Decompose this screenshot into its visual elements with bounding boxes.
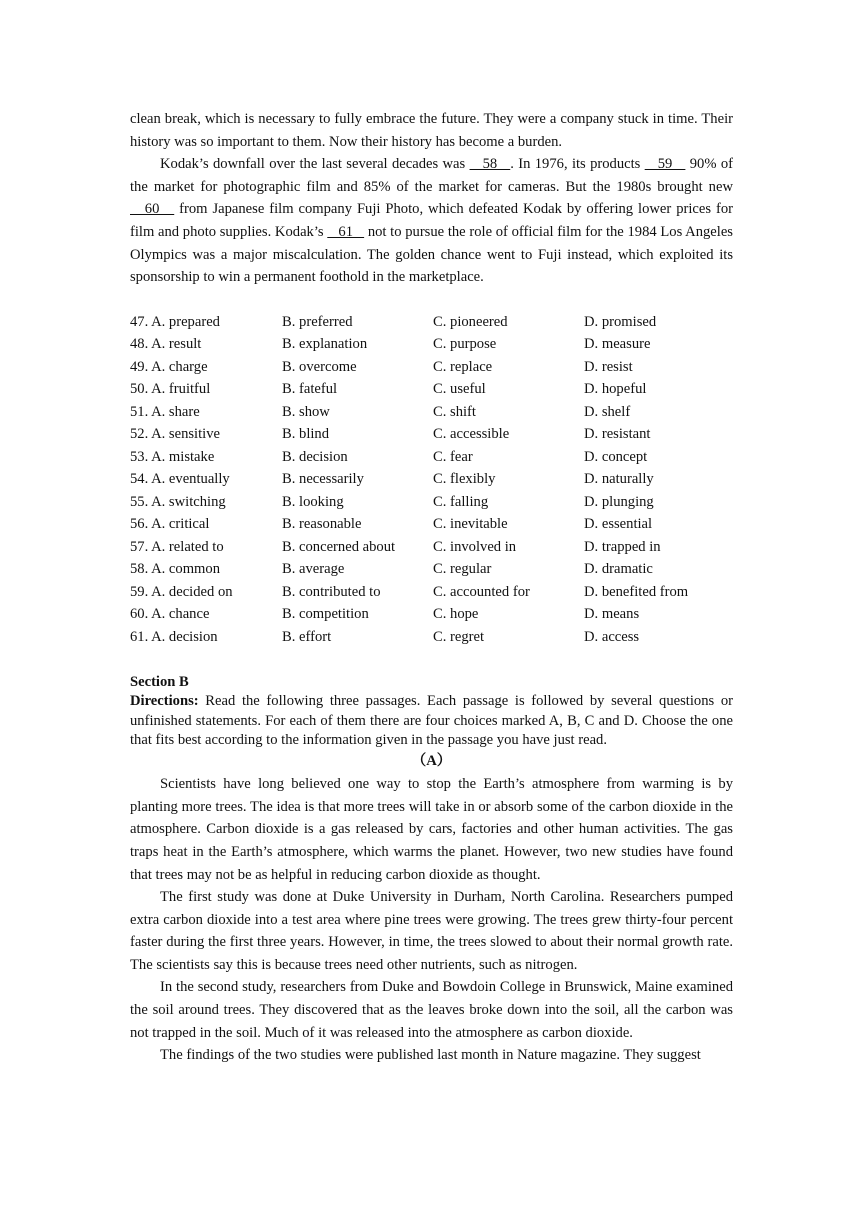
option-cell: C. accounted for [433,583,530,600]
option-row [130,468,733,491]
option-row [130,423,733,446]
option-row [130,558,733,581]
directions-text: Read the following three passages. Each passage is followed by several questions or unfinished statements. For each of them there are four choices marked A, B, C and D. Choose the one that fits best according to the information given in the passage you have just read. [130,693,733,748]
option-cell: D. trapped in [584,538,661,555]
option-row [130,378,733,401]
option-cell: C. shift [433,403,476,420]
option-cell: B. explanation [282,336,368,353]
option-cell: D. plunging [584,493,654,510]
option-cell: 55. A. switching [130,493,226,510]
directions-label: Directions: [130,693,199,710]
option-cell: C. flexibly [433,471,496,488]
option-row [130,401,733,424]
options-table [130,311,733,649]
passage-a-paragraph-4: The findings of the two studies were published last month in Nature magazine. They suggest [160,1047,701,1064]
option-cell: 60. A. chance [130,606,210,623]
option-cell: C. useful [433,381,486,398]
option-cell: 52. A. sensitive [130,426,220,443]
text-run: not to pursue the role of official film for the 1984 Los Angeles Olympics was a major miscalculation. The golden chance went to Fuji instead, which exploited its sponsorship to win a permanent foothold in the marketplace. [130,223,733,286]
option-cell: D. resistant [584,426,651,443]
option-row [130,356,733,379]
option-cell: B. necessarily [282,471,364,488]
passage-a-paragraph-1: Scientists have long believed one way to stop the Earth’s atmosphere from warming is by planting more trees. The idea is that more trees will take in or absorb some of the carbon dioxide in the atmosphere. Carbon dioxide is a gas released by cars, factories and other human activities. The gas traps heat in the Earth’s atmosphere, which warms the planet. However, two new studies have found that trees may not be as helpful in reducing carbon dioxide as thought. [130,776,733,883]
option-cell: C. involved in [433,538,517,555]
option-cell: B. looking [282,493,344,510]
intro-paragraph-2 [130,153,733,289]
option-row [130,311,733,334]
option-row [130,536,733,559]
option-cell: B. blind [282,426,330,443]
option-cell: D. hopeful [584,381,647,398]
option-cell: 57. A. related to [130,538,224,555]
option-cell: D. shelf [584,403,631,420]
option-cell: 59. A. decided on [130,583,233,600]
document-page [130,108,733,1067]
option-cell: 53. A. mistake [130,448,215,465]
option-cell: B. overcome [282,358,357,375]
option-row [130,603,733,626]
option-cell: 56. A. critical [130,516,210,533]
section-b-directions [130,692,733,750]
option-cell: 49. A. charge [130,358,208,375]
option-cell: B. preferred [282,313,353,330]
option-cell: D. naturally [584,471,654,488]
option-cell: B. contributed to [282,583,381,600]
option-cell: D. measure [584,336,651,353]
option-cell: 47. A. prepared [130,313,220,330]
option-cell: B. average [282,561,345,578]
option-cell: 50. A. fruitful [130,381,211,398]
text-run: from Japanese film company Fuji Photo, which defeated Kodak by offering lower prices for film and photo supplies. Kodak’s [130,201,733,240]
option-cell: B. decision [282,448,348,465]
option-cell: C. pioneered [433,313,508,330]
option-cell: C. hope [433,606,479,623]
option-row [130,626,733,649]
option-cell: C. regret [433,628,485,645]
option-cell: B. fateful [282,381,338,398]
option-cell: C. falling [433,493,489,510]
text-run: 90% of the market for photographic film and 85% of the market for cameras. But the 1980s brought new [130,156,733,195]
option-cell: C. accessible [433,426,510,443]
option-cell: 51. A. share [130,403,200,420]
option-cell: D. promised [584,313,657,330]
option-cell: 61. A. decision [130,628,218,645]
option-cell: C. regular [433,561,492,578]
option-cell: B. concerned about [282,538,396,555]
option-cell: D. access [584,628,640,645]
option-cell: 48. A. result [130,336,202,353]
text-run: . In 1976, its products [510,156,645,173]
option-cell: D. essential [584,516,653,533]
passage-a-title: （A） [411,753,452,770]
option-row [130,581,733,604]
passage-a-paragraph-2: The first study was done at Duke University in Durham, North Carolina. Researchers pumped extra carbon dioxide into a test area where pine trees were growing. The trees grew thirty-four percent faster during the first three years. However, in time, the trees slowed to about their normal growth rate. The scientists say this is because trees need other nutrients, such as nitrogen. [130,889,733,973]
option-cell: 58. A. common [130,561,220,578]
option-cell: C. fear [433,448,473,465]
option-cell: C. inevitable [433,516,508,533]
option-cell: B. show [282,403,330,420]
text-run: Kodak’s downfall over the last several decades was [160,156,470,173]
passage-a-paragraph-3: In the second study, researchers from Duke and Bowdoin College in Brunswick, Maine examined the soil around trees. They discovered that as the leaves broke down into the soil, all the carbon was not trapped in the soil. Much of it was released into the atmosphere as carbon dioxide. [130,979,733,1041]
option-cell: C. purpose [433,336,497,353]
option-cell: B. reasonable [282,516,362,533]
option-row [130,446,733,469]
option-cell: 54. A. eventually [130,471,230,488]
blank-59: 59 [644,156,686,173]
option-cell: B. competition [282,606,369,623]
blank-58: 58 [469,156,511,173]
option-row [130,513,733,536]
option-cell: D. concept [584,448,648,465]
section-b-title: Section B [130,674,189,691]
option-cell: B. effort [282,628,332,645]
intro-paragraph-1: clean break, which is necessary to fully embrace the future. They were a company stuck in time. Their history was so important to them. Now their history has become a burden. [130,111,733,150]
option-cell: D. resist [584,358,633,375]
option-row [130,333,733,356]
option-cell: D. means [584,606,640,623]
blank-60: 60 [130,201,175,218]
option-cell: D. dramatic [584,561,653,578]
option-row [130,491,733,514]
option-cell: C. replace [433,358,493,375]
blank-61: 61 [327,223,365,240]
option-cell: D. benefited from [584,583,689,600]
